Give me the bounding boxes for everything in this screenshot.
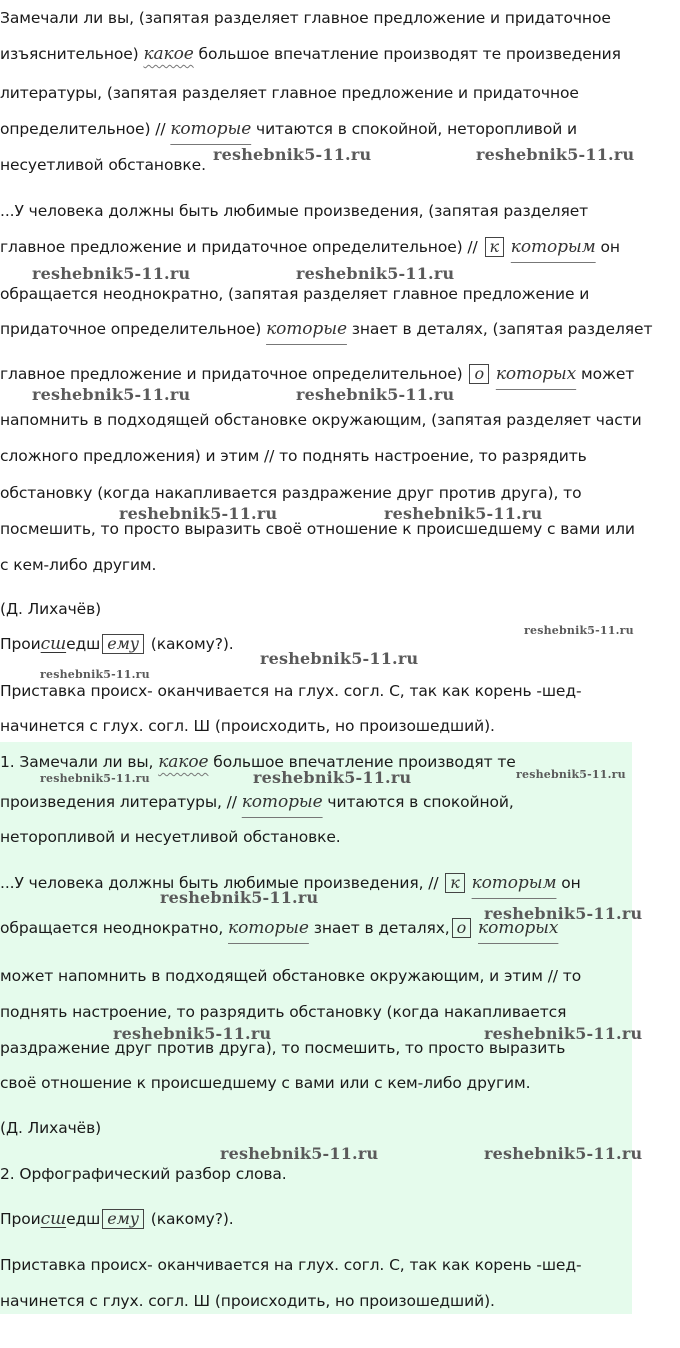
watermark: reshebnik5-11.ru bbox=[296, 264, 455, 283]
watermark: reshebnik5-11.ru bbox=[40, 772, 150, 785]
text-line: напомнить в подходящей обстановке окружающим, (запятая разделяет части bbox=[0, 411, 642, 429]
text-line: неторопливой и несуетливой обстановке. bbox=[0, 828, 341, 846]
task-heading: 2. Орфографический разбор слова. bbox=[0, 1165, 287, 1183]
watermark: reshebnik5-11.ru bbox=[32, 264, 191, 283]
text-line: раздражение друг против друга), то посмешить, то просто выразить bbox=[0, 1039, 566, 1057]
author: (Д. Лихачёв) bbox=[0, 600, 102, 618]
text-line: своё отношение к происшедшему с вами или с кем-либо другим. bbox=[0, 1074, 531, 1092]
text-line: поднять настроение, то разрядить обстановку (когда накапливается bbox=[0, 1003, 567, 1021]
watermark: reshebnik5-11.ru bbox=[119, 504, 278, 523]
word-analysis: Происшедш ему (какому?). bbox=[0, 634, 234, 654]
text-line: обращается неоднократно, (запятая разделяет главное предложение и bbox=[0, 285, 590, 303]
watermark: reshebnik5-11.ru bbox=[213, 145, 372, 164]
watermark: reshebnik5-11.ru bbox=[476, 145, 635, 164]
text-line: Приставка происх- оканчивается на глух. согл. С, так как корень -шед- bbox=[0, 682, 582, 700]
watermark: reshebnik5-11.ru bbox=[296, 385, 455, 404]
text-line: обращается неоднократно, которые знает в деталях, о которых bbox=[0, 918, 559, 938]
watermark: reshebnik5-11.ru bbox=[32, 385, 191, 404]
text-line: сложного предложения) и этим // то поднять настроение, то разрядить bbox=[0, 447, 587, 465]
watermark: reshebnik5-11.ru bbox=[516, 768, 626, 781]
text-line: посмешить, то просто выразить своё отношение к происшедшему с вами или bbox=[0, 520, 635, 538]
preposition-box: о bbox=[469, 364, 489, 384]
watermark: reshebnik5-11.ru bbox=[484, 1144, 643, 1163]
text-line: 1. Замечали ли вы, какое большое впечатление производят те bbox=[0, 752, 516, 772]
watermark: reshebnik5-11.ru bbox=[160, 888, 319, 907]
text-line: Замечали ли вы, (запятая разделяет главное предложение и придаточное bbox=[0, 9, 611, 27]
text-line: Приставка происх- оканчивается на глух. согл. С, так как корень -шед- bbox=[0, 1256, 582, 1274]
preposition-box: к bbox=[445, 873, 464, 893]
word-analysis: Происшедш ему (какому?). bbox=[0, 1209, 234, 1229]
preposition-box: о bbox=[452, 918, 472, 938]
text-line: обстановку (когда накапливается раздражение друг против друга), то bbox=[0, 484, 582, 502]
text-line: ...У человека должны быть любимые произведения, (запятая разделяет bbox=[0, 202, 589, 220]
watermark: reshebnik5-11.ru bbox=[384, 504, 543, 523]
preposition-box: к bbox=[485, 237, 504, 257]
watermark: reshebnik5-11.ru bbox=[260, 649, 419, 668]
watermark: reshebnik5-11.ru bbox=[40, 668, 150, 681]
watermark: reshebnik5-11.ru bbox=[113, 1024, 272, 1043]
text-line: изъяснительное) какое большое впечатление производят те произведения bbox=[0, 44, 621, 64]
watermark: reshebnik5-11.ru bbox=[220, 1144, 379, 1163]
text-line: придаточное определительное) которые знает в деталях, (запятая разделяет bbox=[0, 319, 653, 339]
text-line: главное предложение и придаточное определительное) о которых может bbox=[0, 364, 635, 384]
text-line: ...У человека должны быть любимые произведения, // к которым он bbox=[0, 873, 581, 893]
text-line: с кем-либо другим. bbox=[0, 556, 157, 574]
text-line: определительное) // которые читаются в спокойной, неторопливой и bbox=[0, 119, 578, 139]
watermark: reshebnik5-11.ru bbox=[484, 1024, 643, 1043]
watermark: reshebnik5-11.ru bbox=[253, 768, 412, 787]
author: (Д. Лихачёв) bbox=[0, 1119, 102, 1137]
text-line: начинется с глух. согл. Ш (происходить, но произошедший). bbox=[0, 717, 495, 735]
text-line: начинется с глух. согл. Ш (происходить, но произошедший). bbox=[0, 1292, 495, 1310]
watermark: reshebnik5-11.ru bbox=[524, 624, 634, 637]
watermark: reshebnik5-11.ru bbox=[484, 904, 643, 923]
text-line: литературы, (запятая разделяет главное предложение и придаточное bbox=[0, 84, 579, 102]
text-line: несуетливой обстановке. bbox=[0, 156, 206, 174]
text-line: главное предложение и придаточное определительное) // к которым он bbox=[0, 237, 620, 257]
text-line: может напомнить в подходящей обстановке окружающим, и этим // то bbox=[0, 967, 582, 985]
text-line: произведения литературы, // которые читаются в спокойной, bbox=[0, 792, 514, 812]
